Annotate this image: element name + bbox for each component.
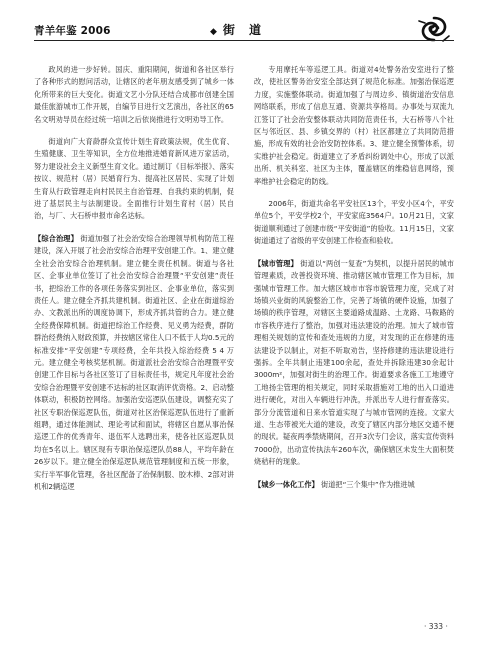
section-title-char-1: 街 <box>222 23 235 37</box>
paragraph: 街道向广大育龄群众宣传计划生育政策法规，优生优育、生殖健康、卫生等知识，全方位地推进婚育新风进万家活动，努力建设社会主义新型生育文化。通过制订《目标举报》、落实按议、规范村（居）民婚育行为、提高社区居民、实现了计划生育从行政管理走向村民民主自治管理、自我约束的机制，促进了基层民主与法制建设。全面推行计划生育村（居）民自治，与厂、大石桥申报市命名达标。 <box>34 137 234 221</box>
page-header <box>0 0 480 50</box>
section-paragraph-comprehensive-governance <box>34 233 234 494</box>
left-column <box>34 64 234 503</box>
section-text: 街道把“三个集中”作为推进城 <box>321 479 415 489</box>
section-title-char-2: 道 <box>248 23 261 37</box>
diamond-icon: ◆ <box>210 27 217 37</box>
paragraph: 政风的进一步好转。国庆、重阳期间，街道和各社区举行了各种形式的慰问活动，让辖区的老年朋友感受到了城乡一体化所带来的巨大变化。街道文艺小分队还结合成都市创建全国最佳旅游城市工作开展，自编节目进行文艺演出，各社区的65名文明劝导员在经过统一培训之后依岗推进行文明劝导工作。 <box>34 65 234 124</box>
section-paragraph-urban-management <box>254 258 454 469</box>
header-rule <box>34 40 454 41</box>
section-label: 【城市管理】 <box>254 258 298 268</box>
paragraph: 专用摩托车等巡逻工具。街道对4处警务治安室进行了整改，使社区警务治安室全部达到了规范化标准。加强治保巡逻力度，实施整体联动。街道加强了与周边乡、镇街道治安信息网络联系，形成了信息互通、资源共享格局。办事处与双流九江签订了社会治安整体联动共同防范责任书，大石桥等八个社区与邻近区、县、乡镇交界的（村）社区都建立了共同防范措施，形成有效的社会治安防控体系。3、建立健全预警体系，切实维护社会稳定。街道建立了矛盾纠纷调处中心，形成了以派出所、机关科室、社区为主体，覆盖辖区的维稳信息网络，预率维护社会稳定的防线。 <box>254 65 454 186</box>
section-label: 【综合治理】 <box>34 233 78 243</box>
section-text: 街道以“两创一复查”为契机，以提升居民的城市管理素质，改善投资环境、推动辖区城市管理工作为目标，加强城市管理工作。加大辖区城市市容市貌管理力度，完成了对场镇兴业街的风貌整治工作，完善了场镇的硬件设施，加强了场镇的秩序管理，对辖区主要道路成温路、土龙路、马鞍路的市容秩序进行了整治，加强对违法建设的治理。加大了城市管理相关规划的宣传和查处违规的力度，对发现的正在修建的违法建设予以制止，对拒不听取劝告，坚持修建的违法建设进行强拆。全年共制止违建100余起，查处并拆除违建30余起计3000m²，加强对街生的治理工作。街道要求各施工工地遵守工地扬尘管理的相关规定，同时采取措施对工地的出入口道进进行硬化，对出入车辆进行冲洗，并派出专人进行督查落实。部分分流管道和日来水管道实现了与城市管网的连接。文家大道、生态带被光大道的建设，改变了辖区内部分地区交通不便的现状。疑夜两季禁烧期间，召开3次专门会议，落实宣传资料7000份，出动宣传执法车260车次，确保辖区未发生大面积焚烧秸秆的现象。 <box>254 258 454 467</box>
section-text: 街道加强了社会治安综合治理领导机构防范工程建设，深入开展了社会治安综合治理平安创建工作。1、建立健全社会治安综合治理机制。建立健全责任机制。街道与各社区、企事业单位签订了社会治安综合治理暨“平安创建”责任书，把综治工作的各项任务落实到社区、企事业单位，落实到责任人。建立健全齐抓共建机制。街道社区、企业在街道综治办、文教派出所的调度协调下，形成齐抓共管的合力。建立健全经费保障机制。街道把综治工作经费、见义勇为经费，群防群治经费纳入财政预算，并按辖区常住人口不低于人均0.5元的标准安排“平安创建”专项经费，全年共投入综治经费 5 4 万元。建立健全考核奖惩机制。街道派社会治安综合治理暨平安创建工作目标与各社区签订了目标责任书，规定凡年度社会治安综合治理暨平安创建不达标的社区取消评优资格。2、启动整体联动，积极防控网络。加强治安巡逻队伍建设，调整充实了社区专职治保巡逻队伍，街道对社区治保巡逻队伍进行了重新组聘，通过体能测试、理论考试和面试，将辖区自愿从事治保巡逻工作的优秀青年、退伍军人选聘出来，使各社区巡逻队员均在5名以上。辖区现有专职治保巡逻队员88人，平均年龄在26岁以下。建立健全治保巡逻队规范管理制度和五统一形象，实行半军事化管理，各社区配备了治保制服、胶木棒、2部对讲机和2辆巡逻 <box>34 233 234 491</box>
paragraph: 2006年，街道共命名平安社区13个，平安小区4个，平安单位5个，平安学校2个，平安家庭3564户。10月21日，文家街道顺利通过了创建市级“平安街道”的验收。11月15日，文家街道通过了省级的平安创建工作检查和验收。 <box>254 199 454 246</box>
section-title <box>210 21 261 38</box>
right-column <box>254 64 454 501</box>
page-number: · 333 · <box>424 622 448 631</box>
section-label: 【城乡一体化工作】 <box>254 479 319 489</box>
section-paragraph-urban-rural-integration <box>254 479 454 491</box>
yearbook-title: 青羊年鉴 2006 <box>34 25 111 37</box>
